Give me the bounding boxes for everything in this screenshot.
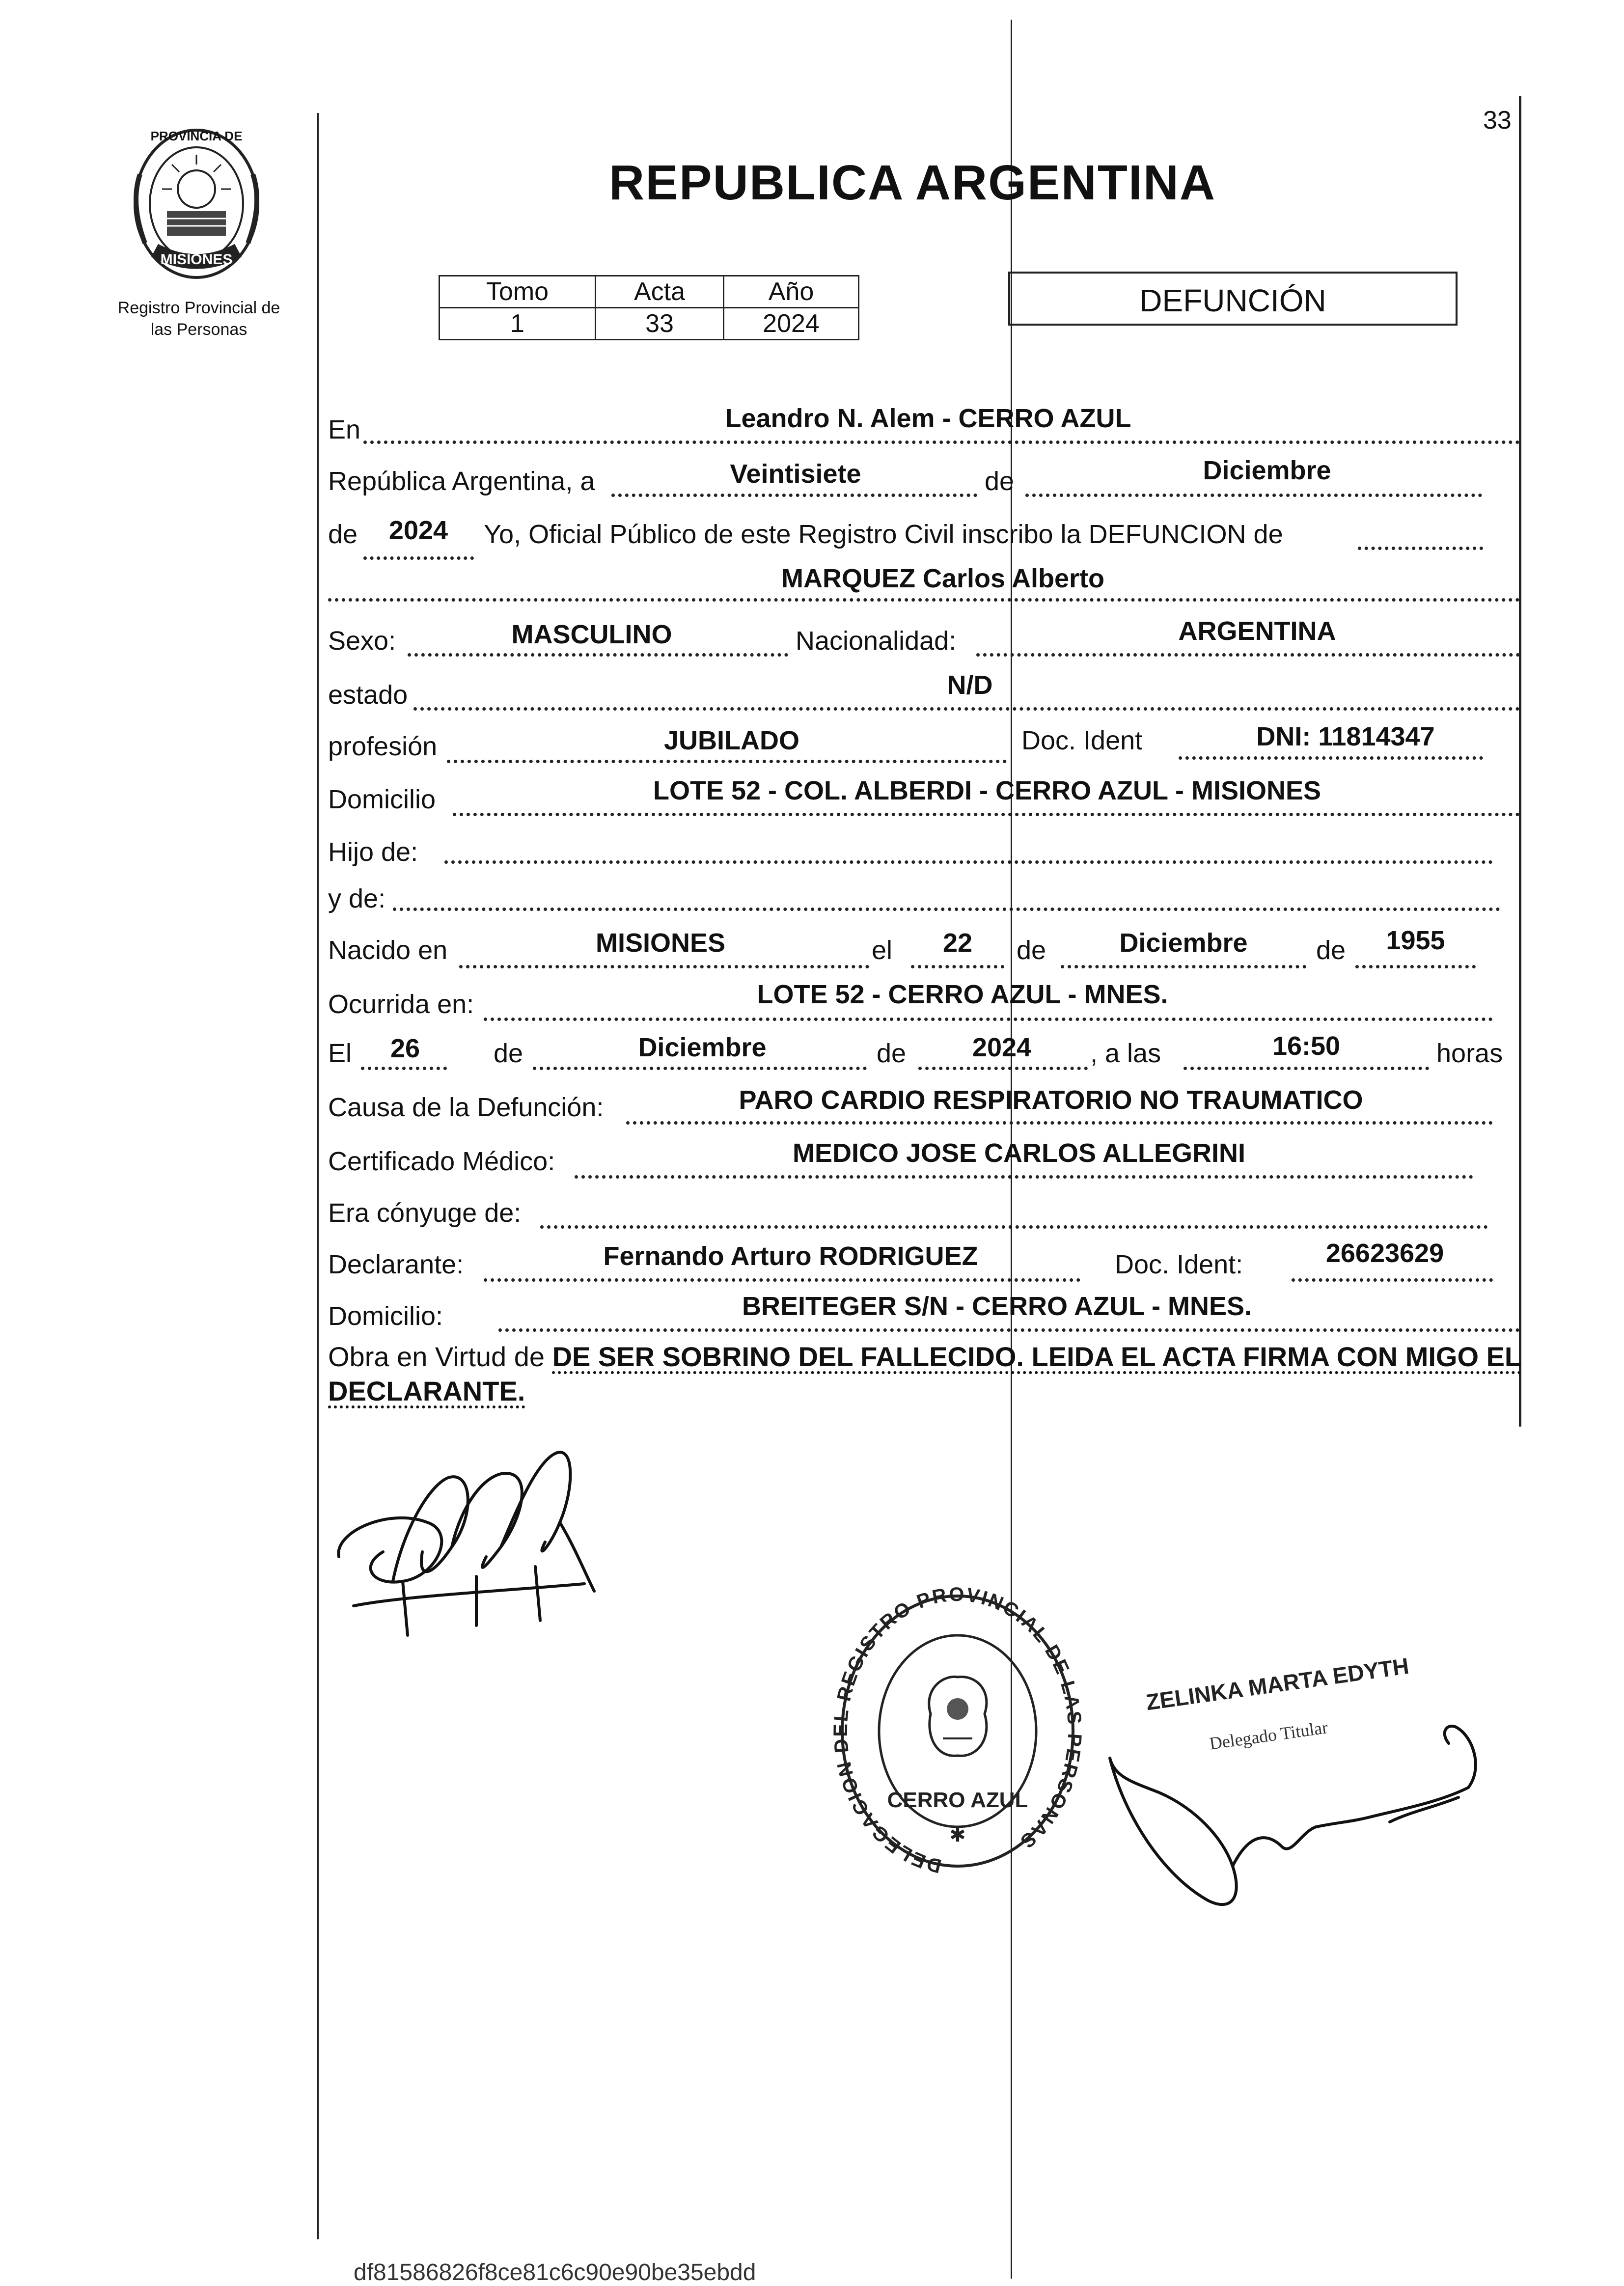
month-value: Diciembre [1203,456,1331,485]
profesion-dotline [447,760,1007,763]
profesion-label: profesión [328,732,438,761]
hijo-label: Hijo de: [328,837,418,867]
value-tomo: 1 [440,308,596,340]
causa-label: Causa de la Defunción: [328,1093,604,1122]
decl-doc-label: Doc. Ident: [1115,1250,1243,1279]
causa-dotline [626,1121,1493,1125]
def-de2-label: de [877,1039,907,1068]
delegation-stamp [829,1583,1086,1886]
decl-dom-dotline [498,1328,1520,1332]
nacido-value: MISIONES [595,928,726,958]
statement-text: Yo, Oficial Público de este Registro Civil inscribo la DEFUNCION de [484,520,1283,549]
domicilio-value: LOTE 52 - COL. ALBERDI - CERRO AZUL - MISIONES [653,776,1321,805]
record-table [439,275,859,340]
def-year-value: 2024 [972,1033,1032,1062]
page-title: REPUBLICA ARGENTINA [609,155,1216,210]
value-ano: 2024 [724,308,859,340]
nac-de2-label: de [1316,936,1346,965]
nac-day-value: 22 [942,928,973,958]
nacionalidad-dotline [976,653,1520,657]
header-tomo: Tomo [440,276,596,308]
causa-value: PARO CARDIO RESPIRATORIO NO TRAUMATICO [739,1085,1363,1115]
official-signature [1095,1660,1498,1915]
domicilio-label: Domicilio [328,785,436,814]
declarant-signature [329,1434,604,1650]
stamp-center-text: CERRO AZUL [887,1788,1028,1812]
statement-dotline [1358,547,1483,550]
declarante-dotline [484,1278,1080,1282]
seal-ring-top: PROVINCIA DE [150,129,243,143]
official-name: ZELINKA MARTA EDYTH [1144,1653,1411,1715]
conyuge-label: Era cónyuge de: [328,1198,522,1228]
alas-label: , a las [1090,1039,1161,1068]
nacionalidad-label: Nacionalidad: [796,626,957,656]
sexo-dotline [408,653,788,657]
day-words-value: Veintisiete [730,459,861,489]
decl-doc-value: 26623629 [1325,1239,1444,1268]
declarante-label: Declarante: [328,1250,464,1279]
def-month-dotline [533,1067,867,1070]
doc-value: DNI: 11814347 [1256,722,1435,751]
doc-dotline [1179,756,1483,760]
time-value: 16:50 [1272,1031,1341,1061]
nac-de-label: de [1017,936,1046,965]
decl-dom-label: Domicilio: [328,1301,443,1331]
estado-dotline [413,707,1520,711]
obra-paragraph [328,1340,1526,1408]
el-label: el [872,936,893,965]
seal-ring-bottom: MISIONES [160,251,233,268]
year-dotline [363,556,474,560]
year-value: 2024 [388,516,448,545]
obra-label: Obra en Virtud de [328,1341,545,1372]
page-number: 33 [1483,106,1512,135]
obra-value: DE SER SOBRINO DEL FALLECIDO. LEIDA EL ACTA FIRMA CON MIGO EL DECLARANTE. [328,1341,1522,1406]
en-dotline [363,441,1520,444]
registry-name [91,297,307,340]
nac-year-dotline [1355,965,1476,968]
decl-doc-dotline [1292,1278,1493,1282]
ocurrida-dotline [484,1018,1493,1021]
profesion-value: JUBILADO [663,726,799,755]
def-de-label: de [494,1039,523,1068]
right-margin-line [1519,96,1521,1427]
conyuge-dotline [540,1225,1488,1229]
doc-label: Doc. Ident [1021,726,1143,755]
republica-label: República Argentina, a [328,467,595,496]
yde-dotline [393,908,1500,911]
nac-month-value: Diciembre [1119,928,1248,958]
horas-label: horas [1436,1039,1503,1068]
def-month-value: Diciembre [638,1033,767,1062]
month-dotline [1025,494,1482,497]
ocurrida-label: Ocurrida en: [328,990,474,1019]
cert-label: Certificado Médico: [328,1147,555,1176]
declarante-value: Fernando Arturo RODRIGUEZ [603,1241,978,1271]
registry-line-2: las Personas [150,320,248,339]
day-dotline [611,494,977,497]
nac-year-value: 1955 [1386,926,1445,955]
nacido-label: Nacido en [328,936,448,965]
de-label: de [985,467,1015,496]
stamp-ring-text: DELEGACION DEL REGISTRO PROVINCIAL DE LAS PERSONAS [829,1583,1086,1877]
estado-label: estado [328,680,408,710]
en-value: Leandro N. Alem - CERRO AZUL [725,404,1131,433]
record-table-header-row [440,276,859,308]
def-year-dotline [918,1067,1088,1070]
record-type-box: DEFUNCIÓN [1008,272,1458,326]
registry-line-1: Registro Provincial de [117,299,280,317]
sexo-label: Sexo: [328,626,396,656]
def-day-value: 26 [390,1034,420,1063]
nac-month-dotline [1061,965,1306,968]
yde-label: y de: [328,884,386,913]
estado-value: N/D [947,670,993,700]
footer-hash: df81586826f8ce81c6c90e90be35ebdd [354,2259,756,2286]
cert-value: MEDICO JOSE CARLOS ALLEGRINI [792,1138,1246,1168]
value-acta: 33 [596,308,724,340]
left-margin-line [317,113,319,2239]
ocurrida-value: LOTE 52 - CERRO AZUL - MNES. [757,980,1168,1009]
record-table-value-row [440,308,859,340]
hijo-dotline [444,860,1493,864]
sexo-value: MASCULINO [511,620,672,649]
svg-text:✱: ✱ [949,1824,966,1846]
header-ano: Año [724,276,859,308]
el2-label: El [328,1039,352,1068]
nacionalidad-value: ARGENTINA [1178,616,1336,646]
nac-day-dotline [911,965,1004,968]
de2-label: de [328,520,358,549]
decl-dom-value: BREITEGER S/N - CERRO AZUL - MNES. [742,1292,1252,1321]
deceased-name: MARQUEZ Carlos Alberto [781,564,1105,593]
cert-dotline [575,1175,1473,1179]
domicilio-dotline [453,813,1520,816]
official-role: Delegado Titular [1208,1717,1329,1754]
def-day-dotline [361,1067,447,1070]
time-dotline [1184,1067,1429,1070]
header-acta: Acta [596,276,724,308]
nacido-dotline [459,965,869,968]
en-label: En [328,415,361,444]
name-dotline [328,598,1520,602]
